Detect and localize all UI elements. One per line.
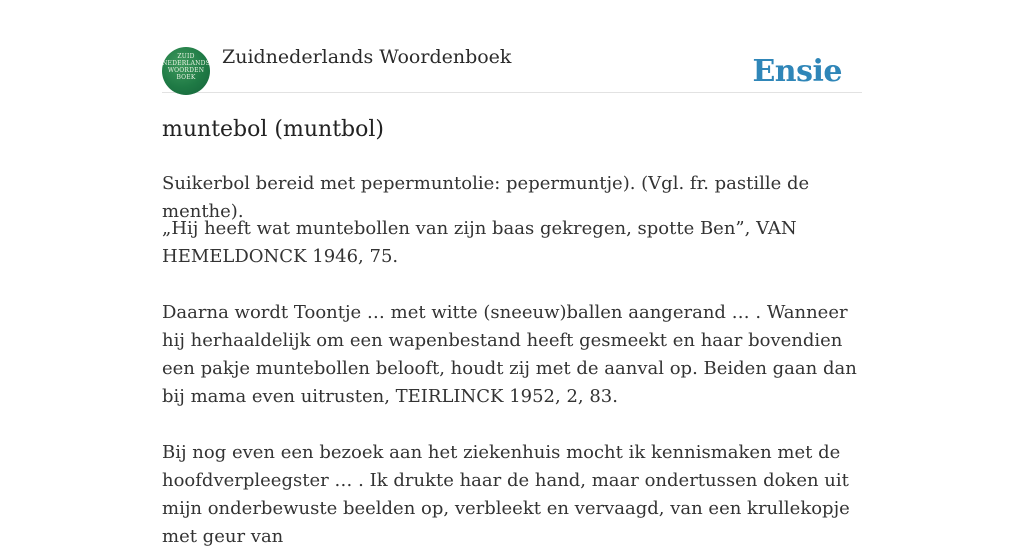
source-logo-text: ZUID NEDERLANDS WOORDEN BOEK (162, 53, 210, 81)
entry-header (162, 45, 862, 93)
quote-1: „Hij heeft wat muntebollen van zijn baas gekregen, spotte Ben”, VAN HEMELDONCK 1946, 75. (162, 218, 797, 267)
ensie-brand-logo[interactable]: Ensie (752, 54, 842, 89)
quote-2: Daarna wordt Toontje … met witte (sneeuw)ballen aangerand … . Wanneer hij herhaaldelijk om een wapenbestand heeft gesmeekt en haar bovendien een pakje muntebollen belooft, houdt zij met de aanval op. Beiden gaan dan bij mama even uitrusten, TEIRLINCK 1952, 2, 83. (162, 302, 857, 407)
entry-headword: muntebol (muntbol) (162, 117, 384, 142)
entry-card (162, 0, 862, 547)
source-name-link[interactable]: Zuidnederlands Woordenboek (222, 46, 512, 68)
entry-definition: Suikerbol bereid met pepermuntolie: pepermuntje). (Vgl. fr. pastille de menthe). (162, 173, 810, 222)
quote-3: Bij nog even een bezoek aan het ziekenhuis mocht ik kennismaken met de hoofdverpleegster … . Ik drukte haar de hand, maar ondertussen doken uit mijn onderbewuste beelden op, verbleekt en vervaagd, van een krullekopje met geur van (162, 442, 850, 547)
source-logo[interactable] (162, 47, 210, 95)
